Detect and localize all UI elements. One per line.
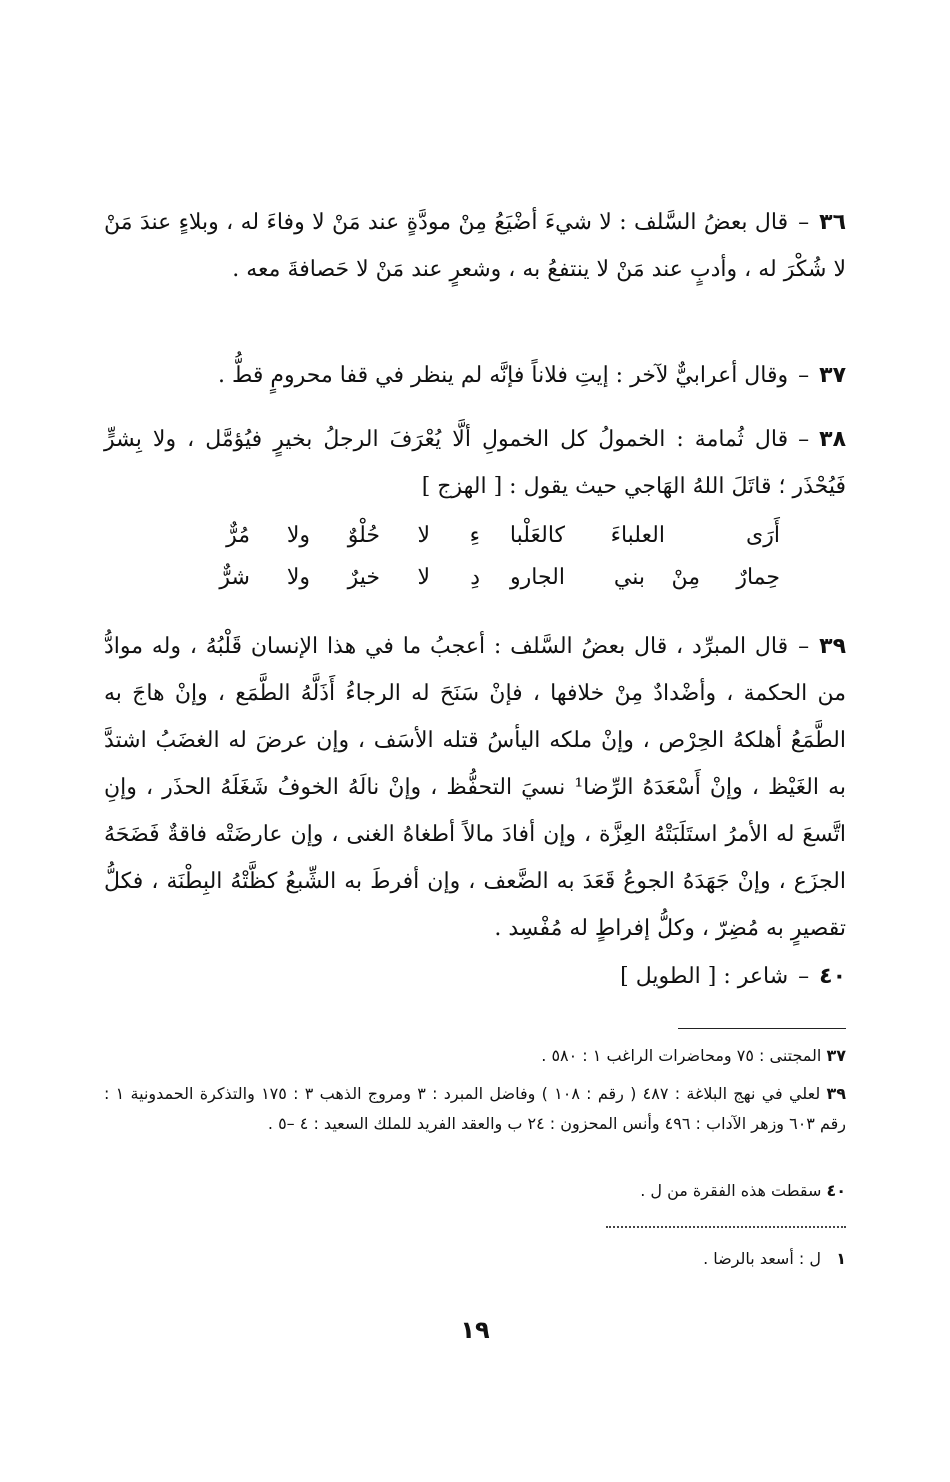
paragraph-text: قال بعضُ السَّلف : لا شيءَ أضْيَعُ مِنْ مودَّةٍ عند مَنْ لا وفاءَ له ، وبلاءٍ عندَ مَنْ لا شُكْرَ له ، وأدبٍ عند مَنْ لا ينتفعُ به ، وشعرٍ عند مَنْ لا حَصافةَ معه . [104, 210, 846, 282]
verse-word: لا [417, 523, 430, 548]
variant-note-1 [104, 1244, 846, 1274]
footnote-text: لعلي في نهج البلاغة : ٤٨٧ ( رقم : ١٠٨ ) وفاضل المبرد : ٣ ومروج الذهب ٣ : ١٧٥ والتذكرة الحمدونية ١ : رقم ٦٠٣ وزهر الآداب : ٤٩٦ وأنس المحزون : ٢٤ ب والعقد الفريد للملك السعيد : ٤ –٥ . [104, 1084, 846, 1133]
paragraph-text: قال المبرِّد ، قال بعضُ السَّلف : أعجبُ ما في هذا الإنسان قَلْبُهُ ، وله موادُّ من الحكمة ، وأضْدادٌ مِنْ خلافها ، فإنْ سَنَحَ له الرجاءُ أَذَلَّهُ الطَّمَع ، وإنْ هاجَ به الطَّمَعُ أهلكهُ الحِرْص ، وإنْ ملكه اليأسُ قتله الأسَف ، وإن عرضَ له الغضَبُ اشتدَّ به الغَيْظ ، وإنْ أَسْعَدَهُ الرِّضا¹ نسيَ التحفُّظ ، وإنْ نالَهُ الخوفُ شَغَلَهُ الحذَر ، وإنِ اتَّسعَ له الأمرُ استَلَبَتْهُ العِزَّة ، وإن أفادَ مالاً أطغاهُ الغنى ، وإن عارضَتْه فاقةٌ فَضَحَهُ الجزَع ، وإنْ جَهَدَهُ الجوعُ قَعَدَ به الضَّعف ، وإن أفرطَ به الشِّبعُ كظَّتْهُ البِطْنَة ، فكلُّ تقصيرٍ به مُضِرّ ، وكلُّ إفراطٍ له مُفْسِد . [104, 634, 846, 941]
paragraph-number: ٣٨ [819, 427, 846, 452]
paragraph-40: ٤٠–شاعر : [ الطويل ] [620, 964, 846, 989]
paragraph-text: وقال أعرابيٌّ لآخر : إيتِ فلاناً فإنَّه لم ينظر في قفا محرومٍ قطُّ . [218, 363, 789, 388]
paragraph-text: شاعر : [ الطويل ] [620, 964, 789, 989]
footnote-40 [104, 1176, 846, 1206]
footnote-37 [104, 1041, 846, 1071]
verse-word: مِنْ [671, 565, 700, 590]
paragraph-number: ٣٦ [819, 210, 846, 235]
verse-word: دِ [470, 565, 480, 590]
footnote-number: ٤٠ [826, 1181, 846, 1200]
verse-word: العلباءَ [610, 523, 665, 548]
paragraph-number: ٣٩ [819, 634, 846, 659]
verse-line-2 [170, 565, 780, 605]
footnote-number: ٣٩ [826, 1084, 847, 1103]
paragraph-number: ٣٧ [819, 363, 846, 388]
variant-note-number: ١ [836, 1249, 846, 1268]
variant-note-text: ل : أسعد بالرضا . [703, 1249, 821, 1268]
verse-word: ءِ [469, 523, 480, 548]
paragraph-38: ٣٨–قال ثُمامة : الخمولُ كل الخمولِ ألَّا يُعْرَفَ الرجلُ بخيرٍ فيُؤمَّل ، ولا بِشرٍّ فَيُحْذَر ؛ قاتَلَ اللهُ الهَاجي حيث يقول : [ الهزج ] [104, 427, 846, 499]
verse-word: مُرٌّ [226, 523, 250, 548]
paragraph-36: ٣٦–قال بعضُ السَّلف : لا شيءَ أضْيَعُ مِنْ مودَّةٍ عند مَنْ لا وفاءَ له ، وبلاءٍ عندَ مَنْ لا شُكْرَ له ، وأدبٍ عند مَنْ لا ينتفعُ به ، وشعرٍ عند مَنْ لا حَصافةَ معه . [104, 210, 846, 282]
footnote-text: المجتنى : ٧٥ ومحاضرات الراغب ١ : ٥٨٠ . [541, 1046, 822, 1065]
paragraph-39: ٣٩–قال المبرِّد ، قال بعضُ السَّلف : أعجبُ ما في هذا الإنسان قَلْبُهُ ، وله موادُّ من الحكمة ، وأضْدادٌ مِنْ خلافها ، فإنْ سَنَحَ له الرجاءُ أَذَلَّهُ الطَّمَع ، وإنْ هاجَ به الطَّمَعُ أهلكهُ الحِرْص ، وإنْ ملكه اليأسُ قتله الأسَف ، وإن عرضَ له الغضَبُ اشتدَّ به الغَيْظ ، وإنْ أَسْعَدَهُ الرِّضا¹ نسيَ التحفُّظ ، وإنْ نالَهُ الخوفُ شَغَلَهُ الحذَر ، وإنِ اتَّسعَ له الأمرُ استَلَبَتْهُ العِزَّة ، وإن أفادَ مالاً أطغاهُ الغنى ، وإن عارضَتْه فاقةٌ فَضَحَهُ الجزَع ، وإنْ جَهَدَهُ الجوعُ قَعَدَ به الضَّعف ، وإن أفرطَ به الشِّبعُ كظَّتْهُ البِطْنَة ، فكلُّ تقصيرٍ به مُضِرّ ، وكلُّ إفراطٍ له مُفْسِد . [104, 634, 846, 941]
paragraph-text: قال ثُمامة : الخمولُ كل الخمولِ ألَّا يُعْرَفَ الرجلُ بخيرٍ فيُؤمَّل ، ولا بِشرٍّ فَيُحْذَر ؛ قاتَلَ اللهُ الهَاجي حيث يقول : [ الهزج ] [104, 427, 846, 499]
verse-word: بني [613, 565, 645, 590]
footnote-divider [678, 1028, 846, 1029]
footnote-number: ٣٧ [826, 1046, 846, 1065]
footnote-text: سقطت هذه الفقرة من ل . [640, 1181, 822, 1200]
verse-word: لا [417, 565, 430, 590]
verse-word: حِمارٌ [736, 565, 780, 590]
verse-word: شرٌّ [219, 565, 250, 590]
paragraph-37: ٣٧–وقال أعرابيٌّ لآخر : إيتِ فلاناً فإنَّه لم ينظر في قفا محرومٍ قطُّ . [218, 363, 846, 388]
variant-notes-divider [606, 1226, 846, 1228]
verse-word: أَرَى [746, 523, 780, 548]
verse-word: حُلْوٌ [347, 523, 380, 548]
page-number: ١٩ [460, 1316, 490, 1344]
verse-word: ولا [286, 565, 310, 590]
verse-word: ولا [286, 523, 310, 548]
verse-word: خيرٌ [347, 565, 380, 590]
verse-word: كالعَلْبا [509, 523, 565, 548]
verse-word: الجارو [510, 565, 565, 590]
footnote-39 [104, 1079, 846, 1139]
verse-line-1 [170, 523, 780, 563]
paragraph-number: ٤٠ [819, 964, 846, 989]
